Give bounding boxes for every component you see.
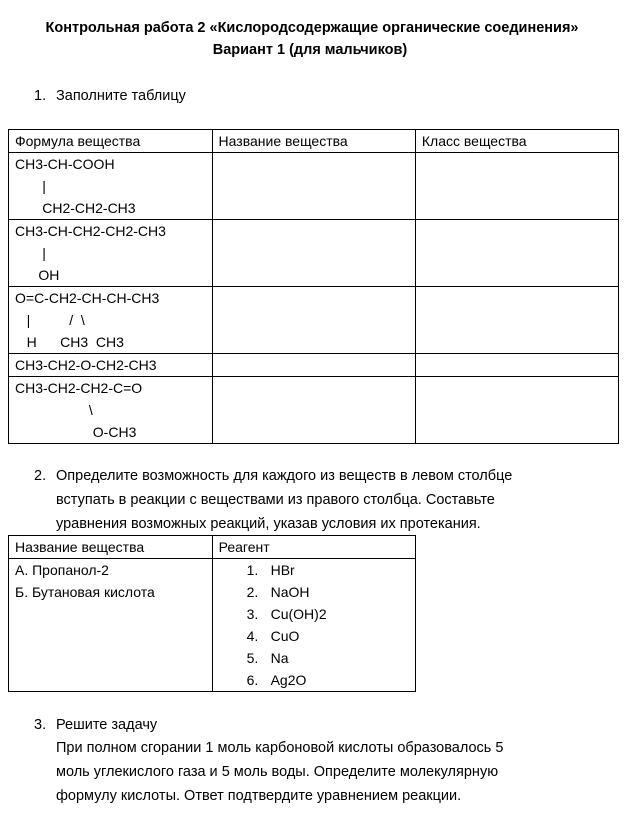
reagent-number: 1.	[246, 562, 259, 578]
reagent-number: 5.	[246, 650, 259, 666]
header-formula: Формула вещества	[9, 130, 213, 153]
name-cell	[212, 287, 415, 354]
task3-number: 3.	[34, 717, 47, 733]
task3-text-line: моль углекислого газа и 5 моль воды. Определите молекулярную	[56, 764, 499, 780]
task3-heading	[34, 717, 157, 733]
reagent-table	[8, 535, 416, 692]
reagent-item	[219, 669, 415, 691]
formula-cell: CH3-CH-COOH | CH2-CH2-CH3	[9, 153, 213, 220]
formula-table	[8, 129, 619, 444]
reagent-name: Na	[270, 650, 289, 666]
table-row	[9, 559, 416, 692]
reagent-item	[219, 625, 415, 647]
header-name: Название вещества	[212, 130, 415, 153]
task2-number: 2.	[34, 468, 47, 484]
task3-text	[56, 736, 503, 808]
table-row	[9, 220, 619, 287]
name-cell	[212, 377, 415, 444]
reagent-number: 6.	[246, 672, 259, 688]
class-cell	[415, 153, 618, 220]
task1-heading	[34, 88, 186, 104]
name-cell	[212, 153, 415, 220]
task2-text-line: вступать в реакции с веществами из правого столбца. Составьте	[56, 492, 495, 508]
reagent-item	[219, 581, 415, 603]
reagent-name: HBr	[270, 562, 295, 578]
name-cell	[212, 354, 415, 377]
formula-cell: CH3-CH-CH2-CH2-CH3 | OH	[9, 220, 213, 287]
task3-text-line: При полном сгорании 1 моль карбоновой кислоты образовалось 5	[56, 740, 504, 756]
formula-cell: O=C-CH2-CH-CH-CH3 | / \ H CH3 CH3	[9, 287, 213, 354]
class-cell	[415, 377, 618, 444]
task1-number: 1.	[34, 88, 47, 104]
task2-text-line: Определите возможность для каждого из веществ в левом столбце	[56, 468, 513, 484]
task2-number-line	[34, 468, 56, 484]
class-cell	[415, 354, 618, 377]
class-cell	[415, 220, 618, 287]
reagent-cell	[212, 559, 415, 692]
table-row	[9, 377, 619, 444]
task3-text-line: формулу кислоты. Ответ подтвердите уравнением реакции.	[56, 788, 462, 804]
reagent-number: 2.	[246, 584, 259, 600]
task2-text-line: уравнения возможных реакций, указав условия их протекания.	[56, 516, 481, 532]
variant-title: Вариант 1 (для мальчиков)	[212, 42, 408, 58]
reagent-item	[219, 559, 415, 581]
class-cell	[415, 287, 618, 354]
header-reagent: Реагент	[212, 536, 415, 559]
name-cell	[212, 220, 415, 287]
formula-cell: CH3-CH2-CH2-C=O \ O-CH3	[9, 377, 213, 444]
reagent-number: 4.	[246, 628, 259, 644]
substance-cell	[9, 559, 213, 692]
document-title: Контрольная работа 2 «Кислородсодержащие органические соединения»	[45, 20, 579, 36]
table-row	[9, 287, 619, 354]
header-substance: Название вещества	[9, 536, 213, 559]
reagent-name: Cu(OH)2	[270, 606, 327, 622]
reagent-item	[219, 647, 415, 669]
substance-item: Б. Бутановая кислота	[15, 584, 155, 600]
table-row	[9, 153, 619, 220]
task2-text	[56, 464, 512, 536]
reagent-name: Ag2O	[270, 672, 307, 688]
table-row	[9, 354, 619, 377]
header-class: Класс вещества	[415, 130, 618, 153]
reagent-item	[219, 603, 415, 625]
reagent-name: NaOH	[270, 584, 310, 600]
substance-item: А. Пропанол-2	[15, 562, 109, 578]
task3-title: Решите задачу	[56, 717, 158, 733]
reagent-number: 3.	[246, 606, 259, 622]
formula-table-header-row	[9, 130, 619, 153]
formula-cell: CH3-CH2-O-CH2-CH3	[9, 354, 213, 377]
reagent-name: CuO	[270, 628, 300, 644]
reagent-table-header-row	[9, 536, 416, 559]
task1-text: Заполните таблицу	[56, 88, 186, 104]
